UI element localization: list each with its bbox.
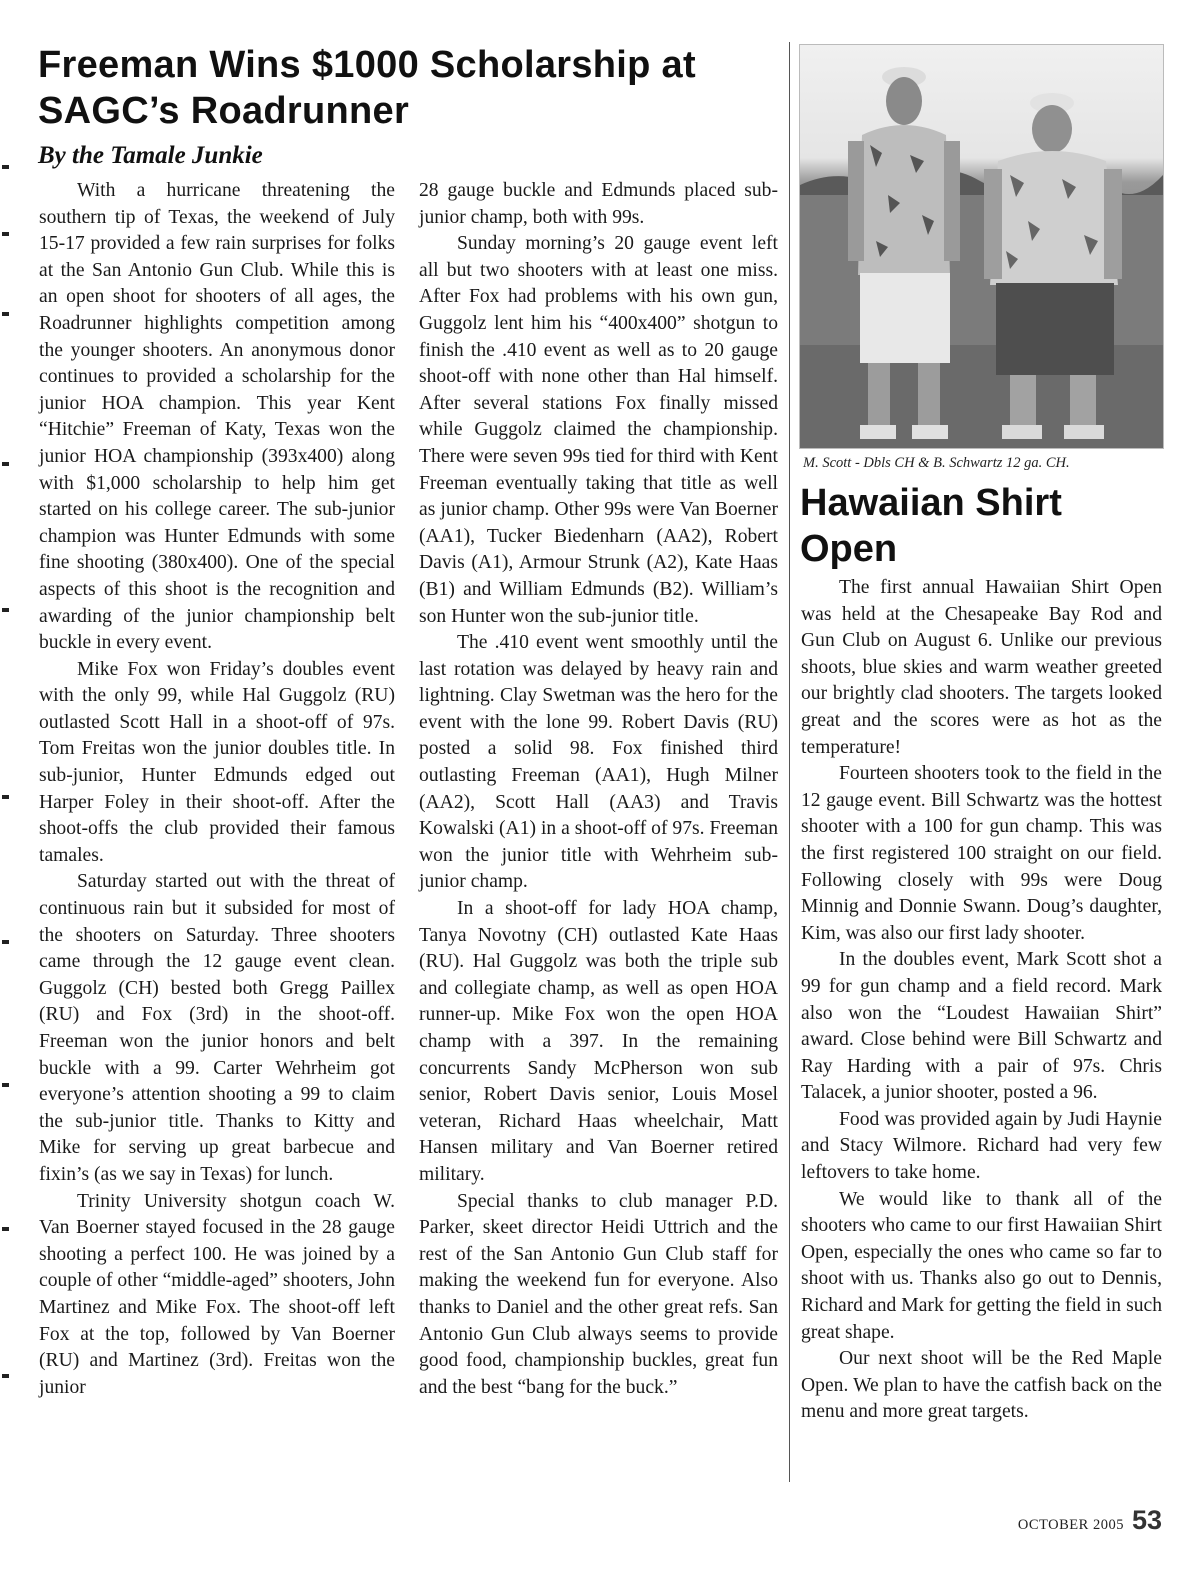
paragraph: Sunday morning’s 20 gauge event left all but two shooters with at least one miss. After Fox had problems with his own gun, Guggolz lent him his “400x400” shotgun to finish the .410 event as well as to 20 gauge shoot-off with none other than Hal himself. After several stations Fox finally missed while Guggolz claimed the championship. There were seven 99s tied for third with Kent Freeman eventually taking that title as well as junior champ. Other 99s were Van Boerner (AA1), Tucker Biedenharn (AA2), Robert Davis (A1), Armour Strunk (A2), Kate Haas (B1) and William Edmunds (B2). William’s son Hunter won the sub-junior title. [419, 233, 778, 627]
paragraph: Special thanks to club manager P.D. Parker, skeet director Heidi Uttrich and the rest of the San Antonio Gun Club staff for making the weekend fun for everyone. Also thanks to Daniel and the other great refs. San Antonio Gun Club always seems to provide good food, championship buckles, great fun and the best “bang for the buck.” [419, 1190, 778, 1398]
photo-caption: M. Scott - Dbls CH & B. Schwartz 12 ga. CH. [803, 455, 1070, 471]
article-column-left [39, 178, 395, 1401]
article-column-right [801, 575, 1162, 1426]
article-headline-hawaiian: Hawaiian Shirt Open [800, 482, 1062, 570]
paragraph: In a shoot-off for lady HOA champ, Tanya Novotny (CH) outlasted Kate Haas (RU). Hal Guggolz was both the triple sub and collegiate champ, as well as open HOA runner-up. Mike Fox won the open HOA champ with a 397. In the remaining concurrents Sandy McPherson won sub senior, Robert Davis senior, Louis Mosel veteran, Richard Haas wheelchair, Matt Hansen military and Van Boerner retired military. [419, 898, 778, 1185]
page-footer [1018, 1505, 1162, 1536]
paragraph: We would like to thank all of the shooters who came to our first Hawaiian Shirt Open, especially the ones who came so far to shoot with us. Thanks also go out to Dennis, Richard and Mark for getting the field in such great shape. [801, 1188, 1162, 1343]
paragraph: Our next shoot will be the Red Maple Open. We plan to have the catfish back on the menu and more great targets. [801, 1348, 1162, 1423]
article-column-middle [419, 178, 778, 1401]
paragraph: In the doubles event, Mark Scott shot a 99 for gun champ and a field record. Mark also won the “Loudest Hawaiian Shirt” award. Close behind were Bill Schwartz and Ray Harding with a pair of 97s. Chris Talacek, a junior shooter, posted a 96. [801, 949, 1162, 1104]
article-headline: Freeman Wins $1000 Scholarship at SAGC’s Roadrunner [38, 44, 696, 132]
paragraph: Trinity University shotgun coach W. Van Boerner stayed focused in the 28 gauge shooting a perfect 100. He was joined by a couple of other “middle-aged” shooters, John Martinez and Mike Fox. The shoot-off left Fox at the top, followed by Van Boerner (RU) and Martinez (3rd). Freitas won the junior [39, 1190, 395, 1398]
paragraph: The .410 event went smoothly until the last rotation was delayed by heavy rain and lightning. Clay Swetman was the hero for the event with the lone 99. Robert Davis (RU) posted a solid 98. Fox finished third outlasting Freeman (AA1), Hugh Milner (AA2), Scott Hall (AA3) and Travis Kowalski (A1) in a shoot-off of 97s. Freeman won the junior title with Wehrheim sub-junior champ. [419, 632, 778, 893]
issue-date: OCTOBER 2005 [1017, 1517, 1124, 1533]
paragraph: The first annual Hawaiian Shirt Open was held at the Chesapeake Bay Rod and Gun Club on August 6. Unlike our previous shoots, blue skies and warm weather greeted our brightly clad shooters. The targets looked great and the scores were as hot as the temperature! [801, 577, 1162, 758]
paragraph: With a hurricane threatening the southern tip of Texas, the weekend of July 15-17 provided a few rain surprises for folks at the San Antonio Gun Club. While this is an open shoot for shooters of all ages, the Roadrunner highlights competition among the younger shooters. An anonymous donor continues to provided a scholarship for the junior HOA champion. This year Kent “Hitchie” Freeman of Katy, Texas won the junior HOA championship (393x400) along with $1,000 scholarship to help him get started on his college career. The sub-junior champion was Hunter Edmunds with some fine shooting (380x400). One of the special aspects of this shoot is the recognition and awarding of the junior championship belt buckle in every event. [39, 180, 395, 654]
paragraph: Mike Fox won Friday’s doubles event with the only 99, while Hal Guggolz (RU) outlasted Scott Hall in a shoot-off of 97s. Tom Freitas won the junior doubles title. In sub-junior, Hunter Edmunds edged out Harper Foley in their shoot-off. After the shoot-offs the club provided their famous tamales. [39, 658, 395, 866]
paragraph: 28 gauge buckle and Edmunds placed sub-junior champ, both with 99s. [419, 180, 778, 228]
page-number: 53 [1131, 1505, 1162, 1535]
paragraph: Food was provided again by Judi Haynie and Stacy Wilmore. Richard had very few leftovers to take home. [801, 1108, 1162, 1184]
paragraph: Saturday started out with the threat of continuous rain but it subsided for most of the shooters on Saturday. Three shooters came through the 12 gauge event clean. Guggolz (CH) bested both Gregg Paillex (RU) and Fox (3rd) in the shoot-off. Freeman won the junior honors and belt buckle with a 99. Carter Wehrheim got everyone’s attention shooting a 99 to claim the sub-junior title. Thanks to Kitty and Mike for serving up great barbecue and fixin’s (as we say in Texas) for lunch. [39, 871, 395, 1185]
paragraph: Fourteen shooters took to the field in the 12 gauge event. Bill Schwartz was the hottest shooter with a 100 for gun champ. This was the first registered 100 straight on our field. Following closely with 99s were Doug Minnig and Donnie Swann. Doug’s daughter, Kim, was also our first lady shooter. [801, 763, 1162, 944]
byline: By the Tamale Junkie [38, 142, 263, 169]
column-divider [789, 42, 790, 1482]
photo-two-shooters [799, 44, 1164, 449]
